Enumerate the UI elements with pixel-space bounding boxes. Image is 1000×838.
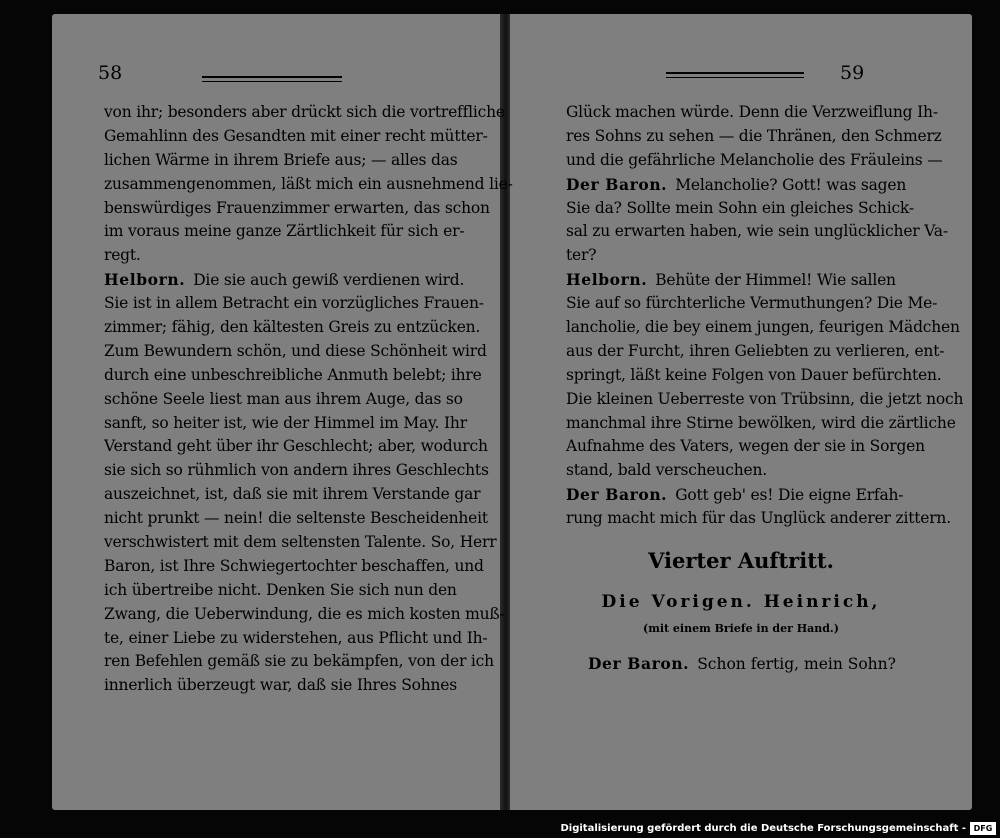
line-text: Zwang, die Ueberwindung, die es mich kosten muß-	[104, 604, 505, 623]
text-line	[104, 412, 467, 436]
text-line	[104, 459, 489, 483]
line-text: Gemahlinn des Gesandten mit einer recht mütter-	[104, 126, 488, 145]
text-line	[104, 555, 484, 579]
text-line	[104, 173, 513, 197]
text-line	[104, 531, 497, 555]
text-line	[566, 340, 945, 364]
line-text: Sie auf so fürchterliche Vermuthungen? Die Me-	[566, 294, 938, 313]
line-text: sal zu erwarten haben, wie sein unglücklicher Va-	[566, 222, 948, 241]
dfg-logo: DFG	[970, 822, 996, 835]
line-text: Aufnahme des Vaters, wegen der sie in Sorgen	[566, 437, 925, 456]
text-line	[104, 603, 505, 627]
line-text: Gott geb' es! Die eigne Erfah-	[675, 486, 904, 505]
text-line	[104, 101, 505, 125]
closing-speaker: Der Baron.	[588, 654, 690, 673]
text-line	[104, 627, 488, 651]
line-text: innerlich überzeugt war, daß sie Ihres Sohnes	[104, 676, 458, 695]
text-line	[566, 101, 938, 125]
line-text: lancholie, die bey einem jungen, feurigen Mädchen	[566, 318, 960, 337]
text-line	[566, 197, 914, 221]
line-text: verschwistert mit dem seltensten Talente. So, Herr	[104, 533, 497, 552]
line-text: Verstand geht über ihr Geschlecht; aber, wodurch	[104, 437, 488, 456]
text-line	[104, 364, 482, 388]
text-line	[104, 268, 465, 292]
line-text: von ihr; besonders aber drückt sich die vortreffliche	[104, 103, 505, 121]
text-line	[566, 483, 904, 507]
text-line	[566, 459, 888, 483]
line-text: Sie da? Sollte mein Sohn ein gleiches Schick-	[566, 198, 914, 217]
speaker-name: Der Baron.	[566, 485, 668, 505]
line-text: Baron, ist Ihre Schwiegertochter beschaffen, und	[104, 556, 484, 575]
text-line	[104, 125, 488, 149]
line-text: schöne Seele liest man aus ihrem Auge, das so	[104, 389, 463, 408]
left-page-text	[104, 101, 513, 698]
line-text: lichen Wärme in ihrem Briefe aus; — alles das	[104, 150, 458, 169]
stage-direction: (mit einem Briefe in der Hand.)	[643, 622, 839, 635]
text-line	[566, 292, 938, 316]
line-text: ich übertreibe nicht. Denken Sie sich nun den	[104, 580, 457, 599]
text-line	[566, 364, 942, 388]
text-line	[566, 435, 925, 459]
text-line	[566, 173, 907, 197]
text-line	[566, 220, 948, 244]
speaker-name: Helborn.	[104, 270, 186, 290]
right-page-text	[566, 101, 964, 531]
line-text: auszeichnet, ist, daß sie mit ihrem Verstande gar	[104, 485, 481, 504]
line-text: Die kleinen Ueberreste von Trübsinn, die jetzt noch	[566, 389, 964, 408]
text-line	[104, 388, 463, 412]
text-line	[104, 650, 494, 674]
line-text: sanft, so heiter ist, wie der Himmel im May. Ihr	[104, 413, 467, 432]
line-text: zimmer; fähig, den kältesten Greis zu entzücken.	[104, 318, 481, 337]
text-line	[104, 220, 465, 244]
text-line	[104, 244, 426, 268]
text-line	[104, 316, 481, 340]
closing-text: Schon fertig, mein Sohn?	[697, 655, 896, 673]
line-text: durch eine unbeschreibliche Anmuth belebt; ihre	[104, 365, 482, 384]
line-text: rung macht mich für das Unglück anderer zittern.	[566, 509, 951, 528]
text-line	[104, 340, 487, 364]
line-text: ren Befehlen gemäß sie zu bekämpfen, von der ich	[104, 652, 494, 671]
line-text: nicht prunkt — nein! die seltenste Bescheidenheit	[104, 509, 488, 528]
text-line	[104, 674, 458, 698]
line-text: Melancholie? Gott! was sagen	[675, 175, 907, 194]
line-text: Zum Bewundern schön, und diese Schönheit wird	[104, 341, 487, 360]
line-text: im voraus meine ganze Zärtlichkeit für sich er-	[104, 222, 465, 241]
line-text: Behüte der Himmel! Wie sallen	[655, 271, 896, 290]
text-line	[566, 507, 951, 531]
speaker-name: Der Baron.	[566, 174, 668, 194]
scene-cast: Die Vorigen. Heinrich,	[601, 592, 881, 612]
line-text: ter?	[566, 246, 597, 265]
right-header-rule	[666, 72, 804, 78]
line-text: Glück machen würde. Denn die Verzweiflung Ih-	[566, 103, 938, 121]
closing-speech	[588, 654, 896, 673]
text-line	[104, 579, 457, 603]
scene-heading: Vierter Auftritt.	[648, 548, 834, 573]
line-text: stand, bald verscheuchen.	[566, 461, 768, 480]
line-text: aus der Furcht, ihren Geliebten zu verlieren, ent-	[566, 341, 945, 360]
text-line	[566, 149, 943, 173]
line-text: benswürdiges Frauenzimmer erwarten, das schon	[104, 198, 490, 217]
line-text: regt.	[104, 246, 141, 265]
text-line	[566, 125, 942, 149]
line-text: zusammengenommen, läßt mich ein ausnehmend lie-	[104, 174, 513, 193]
left-page-number: 58	[98, 62, 123, 84]
line-text: manchmal ihre Stirne bewölken, wird die zärtliche	[566, 413, 956, 432]
line-text: springt, läßt keine Folgen von Dauer befürchten.	[566, 365, 942, 384]
text-line	[104, 197, 490, 221]
line-text: Die sie auch gewiß verdienen wird.	[193, 271, 465, 290]
text-line	[104, 435, 488, 459]
text-line	[104, 483, 481, 507]
right-page-number: 59	[840, 62, 865, 84]
text-line	[104, 149, 458, 173]
line-text: und die gefährliche Melancholie des Fräuleins —	[566, 150, 943, 169]
line-text: Sie ist in allem Betracht ein vorzügliches Frauen-	[104, 294, 484, 313]
text-line	[104, 292, 484, 316]
line-text: sie sich so rühmlich von andern ihres Geschlechts	[104, 461, 489, 480]
line-text: res Sohns zu sehen — die Thränen, den Schmerz	[566, 126, 942, 145]
text-line	[566, 412, 956, 436]
left-header-rule	[202, 76, 342, 82]
text-line	[566, 316, 960, 340]
funding-footer: Digitalisierung gefördert durch die Deutsche Forschungsgemeinschaft -	[560, 823, 966, 834]
line-text: te, einer Liebe zu widerstehen, aus Pflicht und Ih-	[104, 628, 488, 647]
text-line	[566, 388, 964, 412]
speaker-name: Helborn.	[566, 270, 648, 290]
text-line	[566, 244, 888, 268]
text-line	[104, 507, 488, 531]
text-line	[566, 268, 896, 292]
